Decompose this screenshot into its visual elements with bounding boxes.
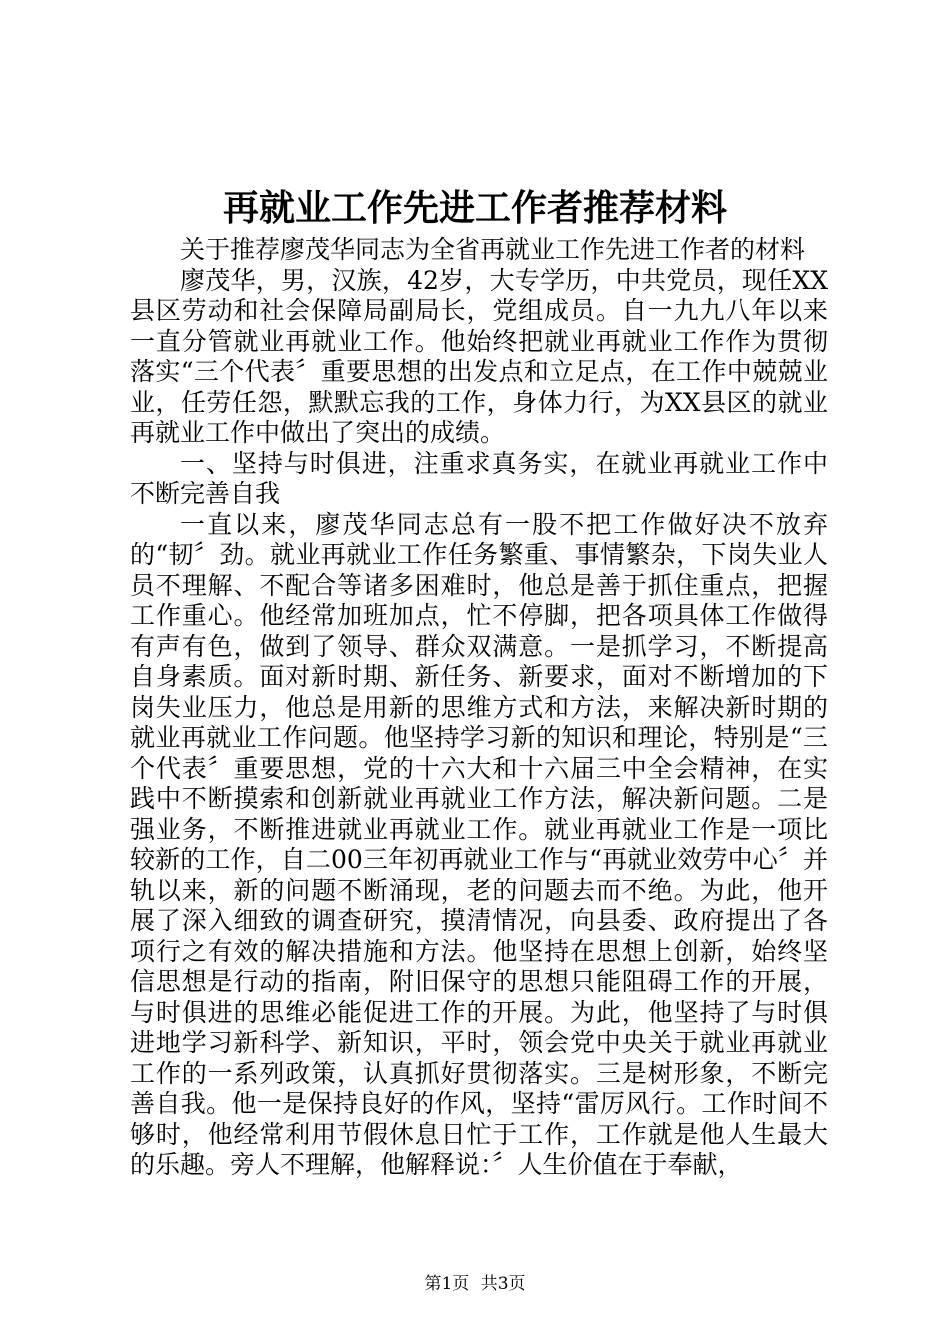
document-body [130,235,828,1181]
paragraph-section-1-body: 一直以来，廖茂华同志总有一股不把工作做好决不放弃的“韧〞劲。就业再就业工作任务繁重、事情繁杂，下岗失业人员不理解、不配合等诸多困难时，他总是善于抓住重点，把握工作重心。他经常加班加点，忙不停脚，把各项具体工作做得有声有色，做到了领导、群众双满意。一是抓学习，不断提高自身素质。面对新时期、新任务、新要求，面对不断增加的下岗失业压力，他总是用新的思维方式和方法，来解决新时期的就业再就业工作问题。他坚持学习新的知识和理论，特别是“三个代表〞重要思想，党的十六大和十六届三中全会精神，在实践中不断摸索和创新就业再就业工作方法，解决新问题。二是强业务，不断推进就业再就业工作。就业再就业工作是一项比较新的工作，自二00三年初再就业工作与“再就业效劳中心〞并轨以来，新的问题不断涌现，老的问题去而不绝。为此，他开展了深入细致的调查研究，摸清情况，向县委、政府提出了各项行之有效的解决措施和方法。他坚持在思想上创新，始终坚信思想是行动的指南，附旧保守的思想只能阻碍工作的开展，与时俱进的思维必能促进工作的开展。为此，他坚持了与时俱进地学习新科学、新知识，平时，领会党中央关于就业再就业工作的一系列政策，认真抓好贯彻落实。三是树形象，不断完善自我。他一是保持良好的作风，坚持“雷厉风行。工作时间不够时，他经常利用节假休息日忙于工作，工作就是他人生最大的乐趣。旁人不理解，他解释说：〞人生价值在于奉献， [130,509,828,1179]
page-footer [0,1273,950,1295]
document-title: 再就业工作先进工作者推荐材料 [222,187,727,229]
page-total: 共3页 [480,1274,526,1294]
paragraph-subject: 关于推荐廖茂华同志为全省再就业工作先进工作者的材料 [180,235,806,264]
section-heading-1: 一、坚持与时俱进，注重求真务实，在就业再就业工作中不断完善自我 [130,448,828,508]
page-number: 第1页 [424,1274,470,1294]
paragraph-profile: 廖茂华，男，汉族，42岁，大专学历，中共党员，现任XX县区劳动和社会保障局副局长，党组成员。自一九九八年以来一直分管就业再就业工作。他始终把就业再就业工作作为贯彻落实“三个代表〞重要思想的出发点和立足点，在工作中兢兢业业，任劳任怨，默默忘我的工作，身体力行，为XX县区的就业再就业工作中做出了突出的成绩。 [130,265,828,447]
